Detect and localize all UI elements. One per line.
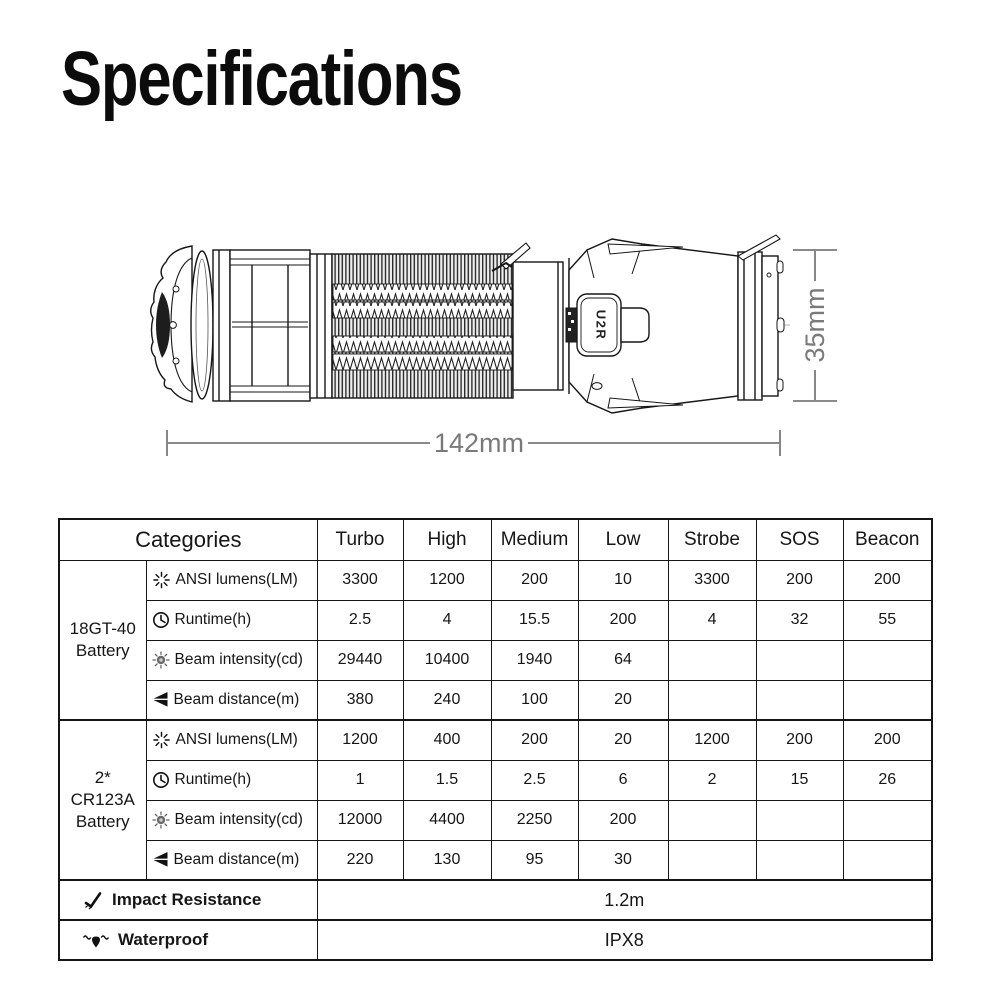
sun-icon [152, 571, 171, 589]
spec-cell: 64 [578, 640, 668, 680]
flashlight-drawing [151, 235, 790, 413]
spec-cell: 400 [403, 720, 491, 760]
spec-cell: 220 [317, 840, 403, 880]
waterproof-label-cell: Waterproof [59, 920, 317, 960]
table-row [59, 720, 932, 760]
impact-icon [83, 890, 103, 910]
spec-cell: 2250 [491, 800, 578, 840]
spec-cell: 15.5 [491, 600, 578, 640]
mode-header-medium: Medium [491, 519, 578, 560]
spec-cell: 2.5 [317, 600, 403, 640]
spec-cell: 15 [756, 760, 843, 800]
spec-cell-na [843, 640, 932, 680]
table-row [59, 600, 932, 640]
spec-row-label: Runtime(h) [146, 600, 317, 640]
spec-cell: 1.5 [403, 760, 491, 800]
spec-cell-na [668, 840, 756, 880]
spec-cell: 1 [317, 760, 403, 800]
usb-port [566, 308, 577, 342]
table-row [59, 560, 932, 600]
spec-cell-na [843, 680, 932, 720]
spec-cell: 20 [578, 720, 668, 760]
spec-cell: 12000 [317, 800, 403, 840]
spec-cell: 4400 [403, 800, 491, 840]
spec-cell: 200 [491, 560, 578, 600]
spec-cell: 4 [403, 600, 491, 640]
spec-cell: 2.5 [491, 760, 578, 800]
clock-icon [152, 611, 170, 629]
spec-table [58, 518, 933, 961]
spec-cell: 95 [491, 840, 578, 880]
flashlight-diagram [140, 228, 880, 480]
impact-resistance-row [59, 880, 932, 920]
battery-cell-18gt40: 18GT-40 Battery [59, 560, 146, 720]
spec-cell-na [668, 640, 756, 680]
table-row [59, 640, 932, 680]
spec-cell: 3300 [668, 560, 756, 600]
mode-header-high: High [403, 519, 491, 560]
table-row [59, 800, 932, 840]
spec-cell-na [756, 680, 843, 720]
header-row [59, 519, 932, 560]
spec-cell: 29440 [317, 640, 403, 680]
spec-cell: 200 [578, 800, 668, 840]
intensity-icon [152, 651, 170, 669]
impact-resistance-label-cell: Impact Resistance [59, 880, 317, 920]
spec-row-label: ANSI lumens(LM) [146, 720, 317, 760]
table-row [59, 680, 932, 720]
mode-header-turbo: Turbo [317, 519, 403, 560]
spec-cell: 100 [491, 680, 578, 720]
spec-cell: 2 [668, 760, 756, 800]
spec-row-label: Beam intensity(cd) [146, 640, 317, 680]
spec-cell: 130 [403, 840, 491, 880]
spec-cell: 10400 [403, 640, 491, 680]
brand-label: U2R [593, 309, 609, 341]
table-row [59, 840, 932, 880]
mode-header-low: Low [578, 519, 668, 560]
spec-cell: 200 [843, 720, 932, 760]
spec-cell: 200 [756, 720, 843, 760]
spec-cell: 3300 [317, 560, 403, 600]
impact-resistance-value: 1.2m [317, 880, 932, 920]
spec-cell: 30 [578, 840, 668, 880]
spec-cell: 200 [756, 560, 843, 600]
mode-header-beacon: Beacon [843, 519, 932, 560]
waterproof-row [59, 920, 932, 960]
sun-icon [152, 731, 171, 749]
spec-cell-na [668, 680, 756, 720]
spec-cell: 200 [843, 560, 932, 600]
spec-cell: 32 [756, 600, 843, 640]
spec-cell-na [756, 640, 843, 680]
spec-cell: 200 [491, 720, 578, 760]
spec-cell: 380 [317, 680, 403, 720]
intensity-icon [152, 811, 170, 829]
spec-cell: 1940 [491, 640, 578, 680]
clock-icon [152, 771, 170, 789]
switch-tab [621, 308, 649, 342]
waterproof-value: IPX8 [317, 920, 932, 960]
spec-cell: 240 [403, 680, 491, 720]
height-label: 35mm [800, 287, 830, 363]
spec-cell-na [756, 800, 843, 840]
categories-header: Categories [59, 519, 317, 560]
battery-cell-cr123a: 2* CR123A Battery [59, 720, 146, 880]
spec-cell-na [843, 800, 932, 840]
spec-row-label: Beam intensity(cd) [146, 800, 317, 840]
mode-header-strobe: Strobe [668, 519, 756, 560]
table-row [59, 760, 932, 800]
spec-cell: 1200 [403, 560, 491, 600]
spec-cell: 200 [578, 600, 668, 640]
spec-row-label: Beam distance(m) [146, 840, 317, 880]
page-title: Specifications [61, 36, 462, 122]
spec-cell: 10 [578, 560, 668, 600]
spec-cell: 1200 [668, 720, 756, 760]
mode-header-sos: SOS [756, 519, 843, 560]
spec-cell: 26 [843, 760, 932, 800]
waterproof-icon [83, 931, 109, 949]
spec-cell: 6 [578, 760, 668, 800]
spec-cell: 4 [668, 600, 756, 640]
spec-cell: 55 [843, 600, 932, 640]
spec-cell-na [756, 840, 843, 880]
spec-cell-na [843, 840, 932, 880]
length-label: 142mm [433, 428, 525, 458]
spec-cell: 1200 [317, 720, 403, 760]
spec-cell: 20 [578, 680, 668, 720]
spec-row-label: Runtime(h) [146, 760, 317, 800]
spec-cell-na [668, 800, 756, 840]
spec-row-label: Beam distance(m) [146, 680, 317, 720]
distance-icon [152, 691, 169, 708]
spec-row-label: ANSI lumens(LM) [146, 560, 317, 600]
distance-icon [152, 851, 169, 868]
